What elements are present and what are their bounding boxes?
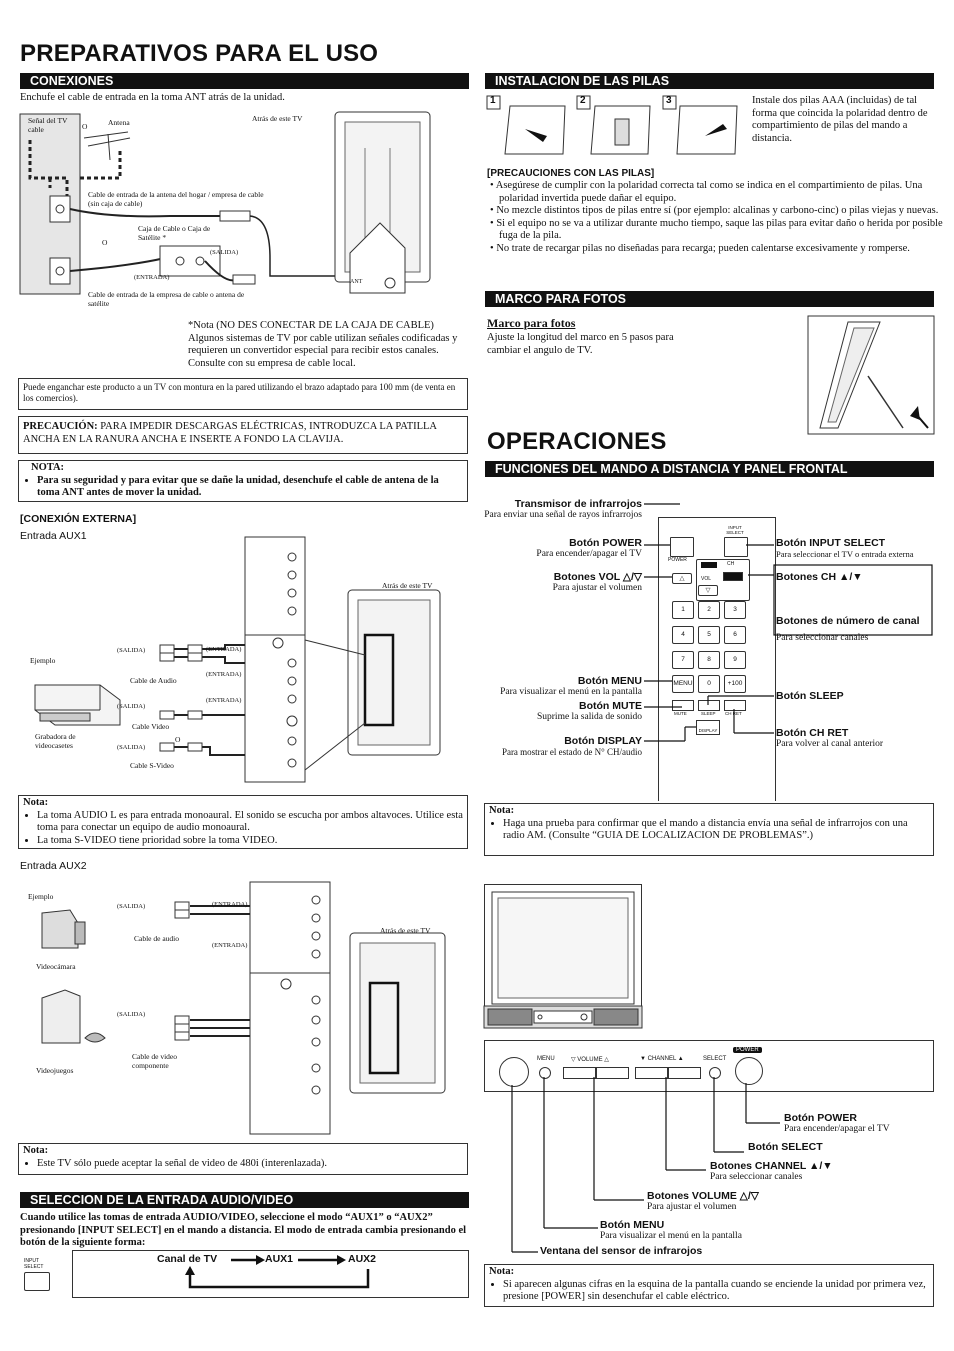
- panel-volume-down-button[interactable]: [563, 1067, 597, 1079]
- remote-vol-up-key[interactable]: △: [672, 573, 692, 584]
- battery-steps-illustration: [485, 94, 745, 159]
- aux1-label-o: O: [175, 735, 181, 744]
- remote-input-key-label: INPUT SELECT: [726, 525, 744, 535]
- label-salida-caja: (SALIDA): [210, 249, 239, 256]
- photo-frame-illustration: [808, 316, 934, 434]
- section-header-pilas: INSTALACION DE LAS PILAS: [485, 73, 934, 89]
- panel-label-volume: Botones VOLUME △/▽ Para ajustar el volumen: [647, 1190, 759, 1212]
- aux2-nota-title: Nota:: [23, 1145, 49, 1156]
- page-title-preparativos: PREPARATIVOS PARA EL USO: [20, 40, 379, 67]
- aux2-nota-text: • Este TV sólo puede aceptar la señal de video de 480i (interenlazada).: [37, 1158, 463, 1171]
- remote-number-key-2[interactable]: 2: [698, 601, 720, 619]
- remote-label-chret: Botón CH RET Para volver al canal anterior: [776, 727, 884, 749]
- remote-mute-label: MUTE: [674, 711, 687, 716]
- remote-label-menu: Botón MENU Para visualizar el menú en la pantalla: [500, 675, 642, 697]
- remote-label-ch: Botones CH ▲/▼: [776, 571, 863, 583]
- panel-nota-title: Nota:: [489, 1266, 515, 1277]
- aux1-label-entrada-3: (ENTRADA): [206, 697, 242, 704]
- aux1-notas-box: [18, 795, 468, 849]
- panel-nota-box: [484, 1264, 934, 1307]
- remote-label-mute: Botón MUTE Suprime la salida de sonido: [536, 700, 642, 722]
- remote-chret-label: CH RET: [725, 711, 742, 716]
- remote-label-ir: Transmisor de infrarrojos Para enviar una señal de rayos infrarrojos: [484, 498, 642, 520]
- aux1-label-salida-2: (SALIDA): [117, 703, 146, 710]
- front-panel: [484, 1040, 934, 1092]
- aux2-connection-diagram: [20, 878, 470, 1140]
- panel-power-button[interactable]: [735, 1057, 763, 1085]
- aux1-label-grabadora: Grabadora de videocasetes: [35, 732, 76, 750]
- remote-ch-label: CH: [727, 561, 735, 567]
- battery-step-2: 2: [580, 95, 586, 106]
- flow-aux2: AUX2: [348, 1253, 377, 1265]
- remote-100-key[interactable]: +100: [724, 675, 746, 693]
- remote-vol-label: VOL: [701, 576, 712, 582]
- battery-step-1: 1: [490, 95, 496, 106]
- pilas-precauciones-list: [487, 180, 946, 255]
- remote-label-numeros: Botones de número de canal Para seleccionar canales: [776, 615, 920, 643]
- pilas-prec-1: • Asegúrese de cumplir con la polaridad correcta tal como se indica en el compartimiento de pilas. Una polaridad invertida puede dañar el equipo.: [490, 180, 923, 204]
- aux2-label-atras: Atrás de este TV: [380, 926, 431, 935]
- pilas-prec-4: • No trate de recargar pilas no diseñadas para recarga; pueden calentarse excesivamente y romperse.: [490, 242, 910, 254]
- remote-0-key[interactable]: 0: [698, 675, 720, 693]
- remote-nota-title: Nota:: [489, 805, 515, 816]
- aux1-label-salida-1: (SALIDA): [117, 647, 146, 654]
- aux2-label-entrada-2: (ENTRADA): [212, 942, 248, 949]
- aux1-notas-title: Nota:: [23, 797, 49, 808]
- panel-label-menu: Botón MENU Para visualizar el menú en la pantalla: [600, 1219, 742, 1241]
- remote-control-diagram: [480, 495, 935, 800]
- remote-number-key-5[interactable]: 5: [698, 626, 720, 644]
- remote-sleep-label: SLEEP: [701, 711, 716, 716]
- nota-box: [18, 460, 468, 502]
- remote-display-key[interactable]: DISPLAY: [696, 720, 720, 735]
- remote-number-key-4[interactable]: 4: [672, 626, 694, 644]
- remote-label-input-select: Botón INPUT SELECT Para seleccionar el TV o entrada externa: [776, 537, 914, 559]
- panel-volume-label: ▽ VOLUME △: [571, 1057, 609, 1063]
- wall-mount-note: Puede enganchar este producto a un TV con montura en la pared utilizando el brazo adaptado para 100 mm (de venta en los comercios).: [18, 378, 468, 410]
- page-title-operaciones: OPERACIONES: [487, 428, 667, 455]
- remote-label-display: Botón DISPLAY Para mostrar el estado de N° CH/audio: [501, 735, 642, 757]
- remote-label-vol: Botones VOL △/▽ Para ajustar el volumen: [552, 571, 642, 593]
- aux2-label-salida-1: (SALIDA): [117, 903, 146, 910]
- tv-front-illustration: [484, 884, 642, 1028]
- panel-select-button[interactable]: [709, 1067, 721, 1079]
- label-antena: Antena: [108, 118, 130, 127]
- aux1-label-salida-3: (SALIDA): [117, 744, 146, 751]
- section-header-marco: MARCO PARA FOTOS: [485, 291, 934, 307]
- aux2-label-entrada-1: (ENTRADA): [212, 901, 248, 908]
- precaucion-box: [18, 416, 468, 454]
- aux1-label-cable-svideo: Cable S-Video: [130, 761, 174, 770]
- panel-label-select: Botón SELECT: [748, 1141, 823, 1153]
- remote-number-key-9[interactable]: 9: [724, 651, 746, 669]
- aux1-label-cable-video: Cable Video: [132, 722, 170, 731]
- panel-volume-up-button[interactable]: [595, 1067, 629, 1079]
- nota-box-text: • Para su seguridad y para evitar que se dañe la unidad, desenchufe el cable de antena de la toma ANT antes de mover la unidad.: [37, 475, 463, 500]
- label-caja-cable: Caja de Cable o Caja de Satélite *: [138, 224, 211, 242]
- panel-power-label: POWER: [733, 1047, 762, 1053]
- antenna-connection-diagram: [20, 108, 470, 318]
- conexion-externa-header: [CONEXIÓN EXTERNA]: [20, 513, 137, 525]
- input-select-button-label: INPUT SELECT: [24, 1258, 44, 1270]
- aux1-nota-2: • La toma S-VIDEO tiene prioridad sobre la toma VIDEO.: [37, 835, 463, 848]
- section-header-conexiones: CONEXIONES: [20, 73, 469, 89]
- label-o-2: O: [102, 238, 108, 247]
- remote-vol-down-key[interactable]: ▽: [698, 585, 718, 596]
- label-cable-hogar: Cable de entrada de la antena del hogar / empresa de cable (sin caja de cable): [88, 190, 264, 208]
- remote-number-key-3[interactable]: 3: [724, 601, 746, 619]
- remote-number-key-8[interactable]: 8: [698, 651, 720, 669]
- aux2-label-videocamara: Videocámara: [36, 962, 76, 971]
- seleccion-text: Cuando utilice las tomas de entrada AUDIO/VIDEO, seleccione el modo “AUX1” o “AUX2” presionando [INPUT SELECT] en el mando a distancia. El modo de entrada cambia presionando el botón de la siguiente forma:: [20, 1212, 467, 1248]
- input-cycle-flow: [72, 1250, 469, 1298]
- aux2-label-videojuegos: Videojuegos: [36, 1066, 74, 1075]
- label-o-1: O: [82, 122, 88, 131]
- aux1-label-entrada-2: (ENTRADA): [206, 671, 242, 678]
- precaucion-text: PARA IMPEDIR DESCARGAS ELÉCTRICAS, INTRODUZCA LA PATILLA ANCHA EN LA RANURA ANCHA E INSERTE A FONDO LA CLAVIJA.: [23, 421, 437, 445]
- remote-nota-box: [484, 803, 934, 856]
- panel-menu-button[interactable]: [539, 1067, 551, 1079]
- aux2-title: Entrada AUX2: [20, 860, 87, 872]
- remote-number-key-6[interactable]: 6: [724, 626, 746, 644]
- panel-nota-text: • Si aparecen algunas cifras en la esquina de la pantalla cuando se enciende la unidad por primera vez, presione [POWER] sin desenchufar el cable eléctrico.: [503, 1279, 929, 1304]
- panel-label-channel: Botones CHANNEL ▲/▼ Para seleccionar canales: [710, 1160, 833, 1182]
- input-select-button-icon: [24, 1272, 50, 1291]
- label-senal-tv-cable: Señal del TV cable: [28, 116, 68, 134]
- panel-channel-label: ▼ CHANNEL ▲: [640, 1056, 684, 1062]
- panel-channel-up-button[interactable]: [667, 1067, 701, 1079]
- aux2-label-salida-2: (SALIDA): [117, 1011, 146, 1018]
- remote-nota-text: • Haga una prueba para confirmar que el mando a distancia envía una señal de infrarrojos con una radio AM. (Consulte “GUIA DE LOCALIZACION DE PROBLEMAS”.): [503, 818, 929, 843]
- remote-number-key-7[interactable]: 7: [672, 651, 694, 669]
- nota-caja-cable: *Nota (NO DES CONECTAR DE LA CAJA DE CABLE) Algunos sistemas de TV por cable utilizan señales codificadas y requieren un convertidor especial para recibir estos canales. Consulte con su empresa de cable local.: [188, 320, 458, 369]
- section-header-seleccion: SELECCION DE LA ENTRADA AUDIO/VIDEO: [20, 1192, 469, 1208]
- label-entrada-caja: (ENTRADA): [134, 274, 170, 281]
- marco-text: Ajuste la longitud del marco en 5 pasos para cambiar el angulo de TV.: [487, 332, 674, 356]
- aux2-label-ejemplo: Ejemplo: [28, 892, 54, 901]
- aux1-label-atras: Atrás de este TV: [382, 581, 433, 590]
- conexiones-intro: Enchufe el cable de entrada en la toma ANT atrás de la unidad.: [20, 92, 285, 103]
- flow-aux1: AUX1: [265, 1253, 294, 1265]
- remote-menu-key[interactable]: MENU: [672, 675, 694, 693]
- label-cable-empresa: Cable de entrada de la empresa de cable o antena de satélite: [88, 290, 245, 308]
- aux1-label-cable-audio: Cable de Audio: [130, 676, 177, 685]
- aux1-label-entrada-1: (ENTRADA): [206, 646, 242, 653]
- aux2-label-cable-audio: Cable de audio: [134, 934, 179, 943]
- aux1-label-ejemplo: Ejemplo: [30, 656, 56, 665]
- panel-label-sensor: Ventana del sensor de infrarojos: [540, 1245, 703, 1257]
- aux1-title: Entrada AUX1: [20, 530, 87, 542]
- ir-sensor-window: [499, 1057, 529, 1087]
- section-header-funciones: FUNCIONES DEL MANDO A DISTANCIA Y PANEL FRONTAL: [485, 461, 934, 477]
- remote-label-power: Botón POWER Para encender/apagar el TV: [536, 537, 642, 559]
- battery-step-3: 3: [666, 95, 672, 106]
- aux1-connection-diagram: [20, 535, 470, 790]
- panel-menu-label: MENU: [537, 1056, 555, 1062]
- label-ant: ANT: [350, 279, 363, 285]
- remote-number-key-1[interactable]: 1: [672, 601, 694, 619]
- pilas-prec-2: • No mezcle distintos tipos de pilas entre sí (por ejemplo: alcalinas y carbono-cinc) o pilas viejas y nuevas.: [490, 205, 939, 216]
- panel-channel-down-button[interactable]: [635, 1067, 669, 1079]
- panel-select-label: SELECT: [703, 1056, 727, 1062]
- pilas-text: Instale dos pilas AAA (incluidas) de tal forma que coincida la polaridad dentro de compartimiento de pilas del mando a distancia.: [752, 95, 928, 144]
- flow-arrows-icon: [73, 1251, 470, 1299]
- pilas-prec-3: • Si el equipo no se va a utilizar durante mucho tiempo, saque las pilas para evitar daño o herida por posible fuga de la pila.: [490, 217, 943, 241]
- precaucion-label: PRECAUCIÓN:: [23, 421, 98, 432]
- aux2-label-cable-componente: Cable de video componente: [132, 1052, 177, 1070]
- pilas-precauciones-title: [PRECAUCIONES CON LAS PILAS]: [487, 168, 655, 179]
- remote-label-sleep: Botón SLEEP: [776, 690, 844, 702]
- flow-canal-tv: Canal de TV: [157, 1253, 218, 1265]
- panel-label-power: Botón POWER Para encender/apagar el TV: [784, 1112, 890, 1134]
- remote-power-key-label: POWER: [668, 557, 687, 563]
- aux1-nota-1: • La toma AUDIO L es para entrada monoaural. El sonido se escucha por ambos altavoces. Utilice esta toma para conectar un equipo de audio monoaural.: [37, 810, 463, 835]
- label-atras-tv-1: Atrás de este TV: [252, 114, 303, 123]
- marco-subtitle: Marco para fotos: [487, 316, 576, 330]
- nota-box-title: NOTA:: [31, 462, 65, 473]
- aux2-nota-box: [18, 1143, 468, 1175]
- input-select-button-graphic: [24, 1258, 54, 1298]
